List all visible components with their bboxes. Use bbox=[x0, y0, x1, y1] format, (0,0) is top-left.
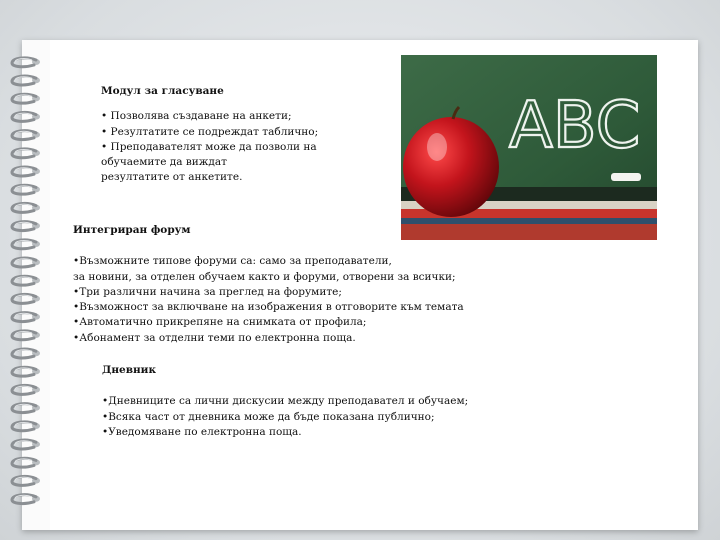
spiral-ring bbox=[12, 385, 40, 394]
spiral-ring bbox=[12, 149, 40, 158]
forum-item: •Автоматично прикрепяне на снимката от профила; bbox=[73, 316, 367, 329]
diary-item: •Дневниците са лични дискусии между преподавател и обучаем; bbox=[102, 395, 469, 408]
diary-section bbox=[102, 363, 468, 440]
spiral-ring bbox=[12, 313, 40, 322]
integrated-forum bbox=[73, 223, 464, 346]
apple-chalkboard-photo bbox=[401, 55, 657, 240]
forum-item: •Възможните типове форуми са: само за преподаватели, bbox=[73, 255, 392, 268]
photo-illustration bbox=[401, 55, 657, 240]
forum-title: Интегриран форум bbox=[73, 224, 191, 236]
forum-item: •Три различни начина за преглед на форумите; bbox=[73, 285, 342, 298]
spiral-ring bbox=[12, 58, 40, 67]
diary-item: •Уведомяване по електронна поща. bbox=[102, 425, 302, 438]
diary-title: Дневник bbox=[102, 364, 157, 376]
spiral-ring bbox=[12, 131, 40, 140]
spiral-ring bbox=[12, 203, 40, 212]
spiral-binding bbox=[0, 0, 60, 540]
spiral-ring bbox=[12, 222, 40, 231]
apple bbox=[403, 117, 499, 217]
forum-item: за новини, за отделен обучаем както и форуми, отворени за всички; bbox=[73, 270, 456, 283]
spiral-ring bbox=[12, 422, 40, 431]
chalk-text: ABC bbox=[509, 89, 641, 163]
apple-highlight bbox=[427, 133, 447, 161]
spiral-ring bbox=[12, 276, 40, 285]
spiral-ring bbox=[12, 167, 40, 176]
voting-module bbox=[101, 84, 318, 186]
spiral-ring bbox=[12, 94, 40, 103]
spiral-ring bbox=[12, 258, 40, 267]
voting-module-item: обучаемите да виждат bbox=[101, 156, 227, 169]
voting-module-item: • Преподавателят може да позволи на bbox=[101, 140, 317, 153]
voting-module-item: • Позволява създаване на анкети; bbox=[101, 110, 292, 123]
spiral-ring bbox=[12, 458, 40, 467]
spiral-ring bbox=[12, 76, 40, 85]
spiral-ring bbox=[12, 476, 40, 485]
spiral-ring bbox=[12, 495, 40, 504]
spiral-ring bbox=[12, 331, 40, 340]
voting-module-title: Модул за гласуване bbox=[101, 85, 224, 97]
spiral-ring bbox=[12, 112, 40, 121]
voting-module-item: • Резултатите се подреждат таблично; bbox=[101, 125, 319, 138]
spiral-ring bbox=[12, 440, 40, 449]
forum-item: •Абонамент за отделни теми по електронна поща. bbox=[73, 331, 356, 344]
spiral-ring bbox=[12, 367, 40, 376]
spiral-ring bbox=[12, 185, 40, 194]
diary-item: •Всяка част от дневника може да бъде показана публично; bbox=[102, 410, 435, 423]
spiral-ring bbox=[12, 240, 40, 249]
voting-module-item: резултатите от анкетите. bbox=[101, 171, 243, 184]
spiral-ring bbox=[12, 404, 40, 413]
spiral-ring bbox=[12, 349, 40, 358]
chalk-piece bbox=[611, 173, 641, 181]
forum-item: •Възможност за включване на изображения в отговорите към темата bbox=[73, 301, 464, 314]
spiral-ring bbox=[12, 294, 40, 303]
